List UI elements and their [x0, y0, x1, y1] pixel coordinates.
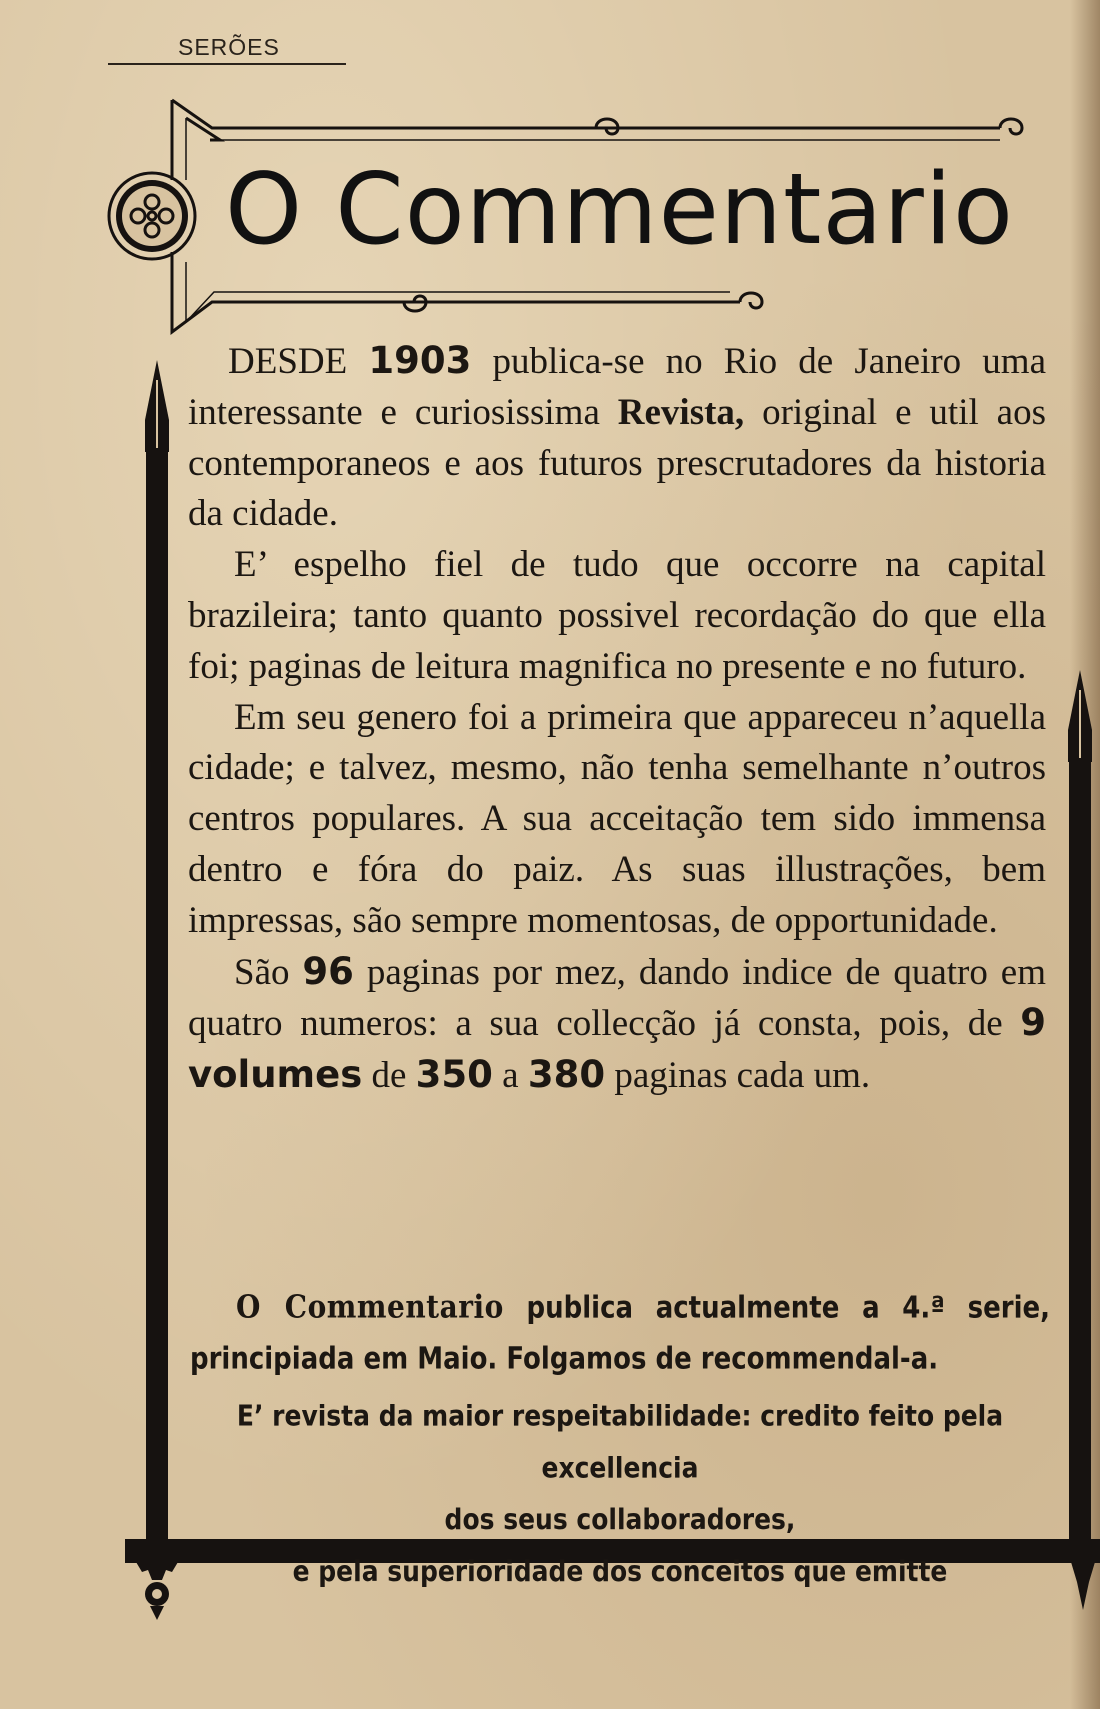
note-paragraph [190, 1282, 1050, 1384]
closing-line-1: E’ revista da maior respeitabilidade: credito feito pela excellencia [236, 1399, 1004, 1485]
paragraph-3: Em seu genero foi a primeira que appareceu n’aquella cidade; e talvez, mesmo, não tenha semelhante n’outros centros populares. A sua acceitação tem sido immensa dentro e fóra do paiz. As suas illustrações, bem impressas, são sempre momentosas, de opportunidade. [188, 696, 1046, 941]
note-title: O Commentario [236, 1287, 504, 1326]
right-spike-ornament [1066, 670, 1094, 762]
right-finial-ornament [1071, 1562, 1095, 1612]
rosette-icon [109, 173, 195, 259]
left-spike-ornament [143, 360, 171, 452]
running-head: SERÕES [178, 34, 280, 60]
paragraph-1: DESDE 1903 publica-se no Rio de Janeiro uma interessante e curiosissima Revista, original e util aos contemporaneos e aos futuros prescrutadores da historia da cidade. [188, 339, 1046, 535]
paragraph-2: E’ espelho fiel de tudo que occorre na capital brazileira; tanto quanto possivel recordação do que ella foi; paginas de leitura magnifica no presente e no futuro. [188, 544, 1046, 687]
article-body [188, 336, 1046, 1102]
paragraph-4: São 96 paginas por mez, dando indice de quatro em quatro numeros: a sua collecção já consta, pois, de 9 volumes de 350 a 380 paginas cada um. [188, 949, 1046, 1097]
finial-ornament [132, 1562, 182, 1620]
closing-statement [190, 1390, 1050, 1597]
left-border-bar [146, 450, 168, 1540]
right-border-bar [1069, 760, 1091, 1540]
page-title: O Commentario [225, 153, 1014, 267]
closing-line-2: dos seus collaboradores, [444, 1502, 796, 1537]
note-text: publica actualmente a 4.ª serie, principiada em Maio. Folgamos de recommendal-a. [190, 1291, 1050, 1377]
closing-line-3: e pela superioridade dos conceitos que emitte [292, 1554, 948, 1588]
